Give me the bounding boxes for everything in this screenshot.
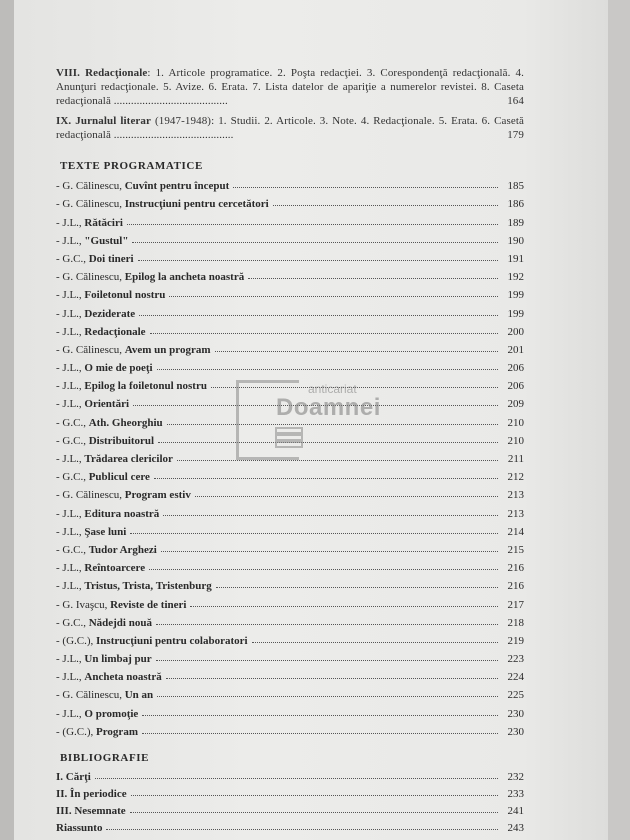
bib-row	[56, 817, 524, 834]
toc-entry-page: 230	[507, 707, 524, 720]
toc-row	[56, 301, 524, 319]
toc-entry-author: - J.L.,	[56, 362, 85, 375]
bib-entry-label: Riassunto	[56, 821, 103, 834]
dot-leader	[163, 515, 498, 516]
toc-entry-author: - G. Călinescu,	[56, 198, 125, 211]
toc-entry-author: - G. Călinescu,	[56, 271, 125, 284]
dot-leader	[130, 533, 498, 534]
toc-entry-label	[56, 362, 153, 374]
dot-leader	[233, 187, 498, 188]
toc-entry-label	[56, 289, 165, 301]
toc-row	[56, 192, 524, 210]
toc-entry-title: Avem un program	[124, 343, 211, 356]
toc-row	[56, 665, 524, 683]
toc-entry-label	[56, 417, 163, 429]
toc-section-viii: VIII. Redacţionale: 1. Articole programatice. 2. Poşta redacţiei. 3. Corespondenţă redacţională. 4. Anunţuri redacţionale. 5. Avize. 6. Erata. 7. Lista datelor de apariţie a numerelor revistei. 8. Caseta redacţională ........................................ 164	[56, 67, 524, 107]
toc-row	[56, 320, 524, 338]
bib-entry-page: 232	[507, 770, 524, 783]
section-ix-page: 179	[507, 129, 524, 141]
toc-entry-label	[56, 271, 244, 283]
toc-entry-page: 216	[507, 562, 524, 575]
page-edge	[608, 0, 630, 840]
bib-row	[56, 800, 524, 817]
toc-entry-author: - J.L.,	[56, 307, 85, 320]
dot-leader	[127, 224, 498, 225]
toc-row	[56, 611, 524, 629]
bibliografie-heading: BIBLIOGRAFIE	[60, 751, 150, 764]
bib-entry-label: III. Nesemnate	[56, 804, 126, 817]
toc-entry-title: Tudor Arghezi	[88, 543, 157, 556]
toc-entry-page: 199	[507, 289, 524, 302]
toc-entry-label	[56, 471, 150, 483]
toc-entry-label	[56, 671, 162, 683]
toc-entry-title: Program	[96, 725, 138, 738]
bib-entry-label: II. În periodice	[56, 787, 127, 800]
watermark-logo	[236, 380, 406, 456]
section-viii-text: : 1. Articole programatice. 2. Poşta redacţiei. 3. Corespondenţă redacţională. 4. Anunţuri redacţionale. 5. Avize. 6. Erata. 7. Lista datelor de apariţie a numerelor revistei. 8. Caseta redacţională	[56, 67, 524, 107]
toc-entry-author: - J.L.,	[56, 562, 85, 575]
toc-row	[56, 501, 524, 519]
toc-entry-label	[56, 726, 138, 738]
dot-leader	[95, 778, 498, 779]
toc-entry-page: 210	[507, 416, 524, 429]
toc-entry-author: - J.L.,	[56, 453, 85, 465]
toc-entry-label	[56, 562, 145, 574]
dot-leader	[157, 696, 498, 697]
toc-entry-title: Editura noastră	[84, 507, 160, 520]
toc-entry-label	[56, 708, 138, 720]
toc-entry-label	[56, 635, 248, 647]
toc-entry-label	[56, 398, 129, 410]
dot-leader	[248, 278, 498, 279]
toc-entry-page: 200	[507, 325, 524, 338]
toc-entry-title: Şase luni	[84, 525, 127, 538]
toc-entry-author: - J.L.,	[56, 398, 85, 411]
toc-entry-author: - J.L.,	[56, 507, 85, 520]
toc-row	[56, 247, 524, 265]
toc-entry-title: Instrucţiuni pentru cercetători	[124, 198, 269, 211]
toc-row	[56, 483, 524, 501]
toc-entry-page: 185	[507, 180, 524, 193]
dot-leader	[149, 569, 498, 570]
toc-entry-page: 209	[507, 398, 524, 411]
dot-leader	[215, 351, 499, 352]
bib-entry-page: 233	[507, 787, 524, 800]
toc-entry-title: Epilog la foiletonul nostru	[84, 380, 207, 393]
dot-leader	[161, 551, 498, 552]
toc-entry-title: Orientări	[84, 398, 130, 411]
dot-leader	[156, 660, 498, 661]
toc-entry-page: 215	[507, 543, 524, 556]
toc-entry-title: Program estiv	[124, 489, 191, 502]
dot-leader	[169, 296, 498, 297]
toc-entry-page: 191	[507, 252, 524, 265]
books-icon	[274, 424, 304, 448]
toc-entry-author: - (G.C.),	[56, 725, 97, 738]
toc-entry-author: - G. Călinescu,	[56, 489, 125, 502]
toc-entry-title: Doi tineri	[88, 252, 134, 265]
toc-entry-label	[56, 599, 186, 611]
toc-entry-author: - J.L.,	[56, 380, 85, 393]
dot-leader	[132, 242, 498, 243]
dot-leader	[154, 478, 498, 479]
toc-section-ix: IX. Jurnalul literar (1947-1948): 1. Studii. 2. Articole. 3. Note. 4. Redacţionale. 5. Erata. 6. Casetă redacţională .......................................... 179	[56, 115, 524, 141]
toc-row	[56, 210, 524, 228]
toc-entry-title: Distribuitorul	[88, 434, 155, 447]
toc-entry-page: 219	[507, 634, 524, 647]
toc-entry-label	[56, 489, 191, 501]
toc-row	[56, 174, 524, 192]
toc-row	[56, 556, 524, 574]
toc-entry-page: 213	[507, 489, 524, 502]
toc-entry-title: Ath. Gheorghiu	[88, 416, 163, 429]
toc-entry-page: 192	[507, 271, 524, 284]
toc-entry-title: Publicul cere	[88, 471, 150, 484]
watermark-big-text: Doamnei	[276, 394, 381, 421]
dot-leader	[130, 812, 498, 813]
toc-entry-title: Cuvînt pentru început	[124, 180, 230, 193]
toc-row	[56, 338, 524, 356]
dot-leader	[131, 795, 498, 796]
section-ix-text: (1947-1948): 1. Studii. 2. Articole. 3. Note. 4. Redacţionale. 5. Erata. 6. Casetă redacţională	[56, 115, 524, 141]
toc-entry-label	[56, 308, 135, 320]
toc-entry-title: Foiletonul nostru	[84, 289, 166, 302]
toc-entry-title: Nădejdi nouă	[88, 616, 152, 629]
toc-row	[56, 265, 524, 283]
toc-entry-page: 206	[507, 380, 524, 393]
toc-entry-author: - G. Călinescu,	[56, 689, 125, 702]
toc-entry-author: - G. Călinescu,	[56, 180, 125, 193]
toc-entry-title: Reviste de tineri	[110, 598, 187, 611]
programatic-heading: TEXTE PROGRAMATICE	[60, 160, 203, 172]
toc-entry-page: 217	[507, 598, 524, 611]
toc-row	[56, 538, 524, 556]
toc-entry-author: - J.L.,	[56, 289, 85, 302]
toc-entry-page: 210	[507, 434, 524, 447]
toc-entry-page: 211	[507, 453, 524, 465]
toc-row	[56, 574, 524, 592]
toc-row	[56, 720, 524, 738]
toc-entry-title: Deziderate	[84, 307, 136, 320]
dot-leader	[106, 829, 498, 830]
toc-row	[56, 356, 524, 374]
dot-leader	[150, 333, 498, 334]
toc-entry-page: 186	[507, 198, 524, 211]
toc-entry-author: - G. Călinescu,	[56, 343, 125, 356]
toc-entry-title: Reîntoarcere	[84, 562, 146, 575]
dot-leader	[273, 205, 498, 206]
toc-entry-label	[56, 217, 123, 229]
toc-row	[56, 283, 524, 301]
toc-entry-title: O mie de poeţi	[84, 362, 153, 375]
toc-entry-title: Ancheta noastră	[84, 671, 162, 684]
bibliografie-list	[56, 766, 524, 834]
section-viii-page: 164	[507, 95, 524, 107]
bib-row	[56, 783, 524, 800]
dot-leader	[156, 624, 498, 625]
toc-entry-label	[56, 435, 154, 447]
toc-entry-author: - J.L.,	[56, 580, 85, 593]
toc-entry-page: 216	[507, 580, 524, 593]
watermark-small-text: anticariat	[308, 382, 357, 396]
toc-row	[56, 520, 524, 538]
toc-entry-label	[56, 198, 269, 210]
toc-entry-page: 212	[507, 471, 524, 484]
toc-entry-page: 201	[507, 343, 524, 356]
toc-entry-page: 225	[507, 689, 524, 702]
toc-entry-author: - J.L.,	[56, 234, 85, 247]
toc-entry-label	[56, 689, 153, 701]
toc-entry-author: - J.L.,	[56, 525, 85, 538]
toc-entry-label	[56, 326, 146, 338]
toc-entry-author: - (G.C.),	[56, 634, 97, 647]
toc-entry-title: Rătăciri	[84, 216, 123, 229]
toc-entry-author: - J.L.,	[56, 707, 85, 720]
toc-entry-title: Redacţionale	[84, 325, 146, 338]
dot-leader	[252, 642, 498, 643]
toc-entry-label	[56, 508, 159, 520]
toc-entry-author: - G.C.,	[56, 434, 89, 447]
toc-entry-page: 189	[507, 216, 524, 229]
bib-entry-label: I. Cărţi	[56, 770, 91, 783]
toc-entry-label	[56, 617, 152, 629]
dot-leader	[195, 496, 498, 497]
toc-entry-label	[56, 653, 152, 665]
dot-leader	[138, 260, 498, 261]
toc-entry-page: 230	[507, 725, 524, 738]
toc-entry-author: - J.L.,	[56, 216, 85, 229]
toc-entry-title: Epilog la ancheta noastră	[124, 271, 245, 284]
toc-entry-label	[56, 544, 157, 556]
toc-entry-label	[56, 344, 211, 356]
dot-leader	[166, 678, 498, 679]
section-viii-heading: VIII. Redacţionale	[56, 67, 148, 79]
bib-row	[56, 766, 524, 783]
dot-leader	[216, 587, 498, 588]
toc-entry-title: "Gustul"	[84, 234, 129, 247]
toc-entry-page: 224	[507, 671, 524, 684]
toc-entry-author: - G.C.,	[56, 616, 89, 629]
toc-entry-page: 218	[507, 616, 524, 629]
toc-entry-author: - G.C.,	[56, 252, 89, 265]
toc-row	[56, 592, 524, 610]
toc-entry-label	[56, 526, 126, 538]
toc-row	[56, 683, 524, 701]
dot-leader	[142, 733, 498, 734]
bib-entry-page: 241	[507, 804, 524, 817]
toc-entry-title: Un an	[124, 689, 154, 702]
toc-entry-label	[56, 180, 229, 192]
toc-entry-label	[56, 235, 128, 247]
toc-entry-page: 223	[507, 653, 524, 666]
toc-entry-title: Tristus, Trista, Tristenburg	[84, 580, 212, 593]
toc-entry-label	[56, 580, 212, 592]
dot-leader	[157, 369, 498, 370]
dot-leader	[139, 315, 498, 316]
toc-entry-title: Un limbaj pur	[84, 653, 152, 666]
toc-entry-page: 213	[507, 507, 524, 520]
dot-leader	[190, 606, 498, 607]
toc-row	[56, 229, 524, 247]
toc-entry-author: - G.C.,	[56, 471, 89, 484]
toc-entry-title: O promoţie	[84, 707, 139, 720]
toc-row	[56, 465, 524, 483]
toc-entry-page: 206	[507, 362, 524, 375]
toc-entry-author: - J.L.,	[56, 671, 85, 684]
toc-entry-page: 190	[507, 234, 524, 247]
section-ix-heading: IX. Jurnalul literar	[56, 115, 151, 127]
toc-entry-page: 214	[507, 525, 524, 538]
toc-entry-label	[56, 380, 207, 392]
toc-entry-title: Instrucţiuni pentru colaboratori	[96, 634, 248, 647]
bib-entry-page: 243	[507, 821, 524, 834]
toc-row	[56, 701, 524, 719]
toc-row	[56, 629, 524, 647]
toc-entry-author: - J.L.,	[56, 653, 85, 666]
toc-entry-author: - J.L.,	[56, 325, 85, 338]
toc-entry-title: Trădarea clericilor	[84, 453, 173, 465]
toc-entry-page: 199	[507, 307, 524, 320]
toc-entry-label	[56, 453, 173, 465]
toc-entry-author: - G.C.,	[56, 543, 89, 556]
dot-leader	[142, 715, 498, 716]
toc-entry-label	[56, 253, 134, 265]
toc-entry-author: - G. Ivaşcu,	[56, 598, 111, 611]
dot-leader	[177, 460, 498, 461]
toc-entry-author: - G.C.,	[56, 416, 89, 429]
toc-row	[56, 647, 524, 665]
